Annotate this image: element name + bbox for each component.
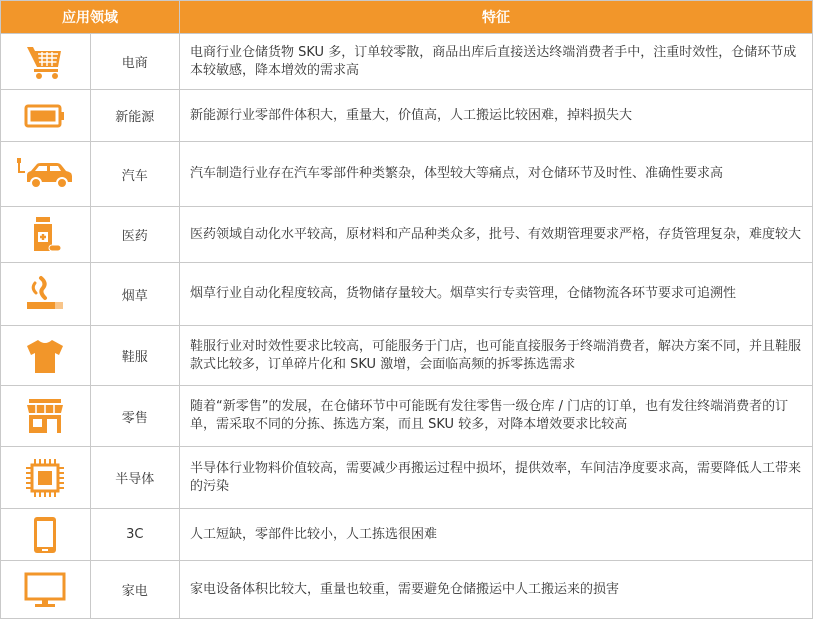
- table-row: [1, 326, 813, 386]
- shopping-cart-icon: [25, 43, 65, 81]
- industry-feature: 电商行业仓储货物 SKU 多，订单较零散，商品出库后直接送达终端消费者手中，注重时效性，仓储环节成本较敏感，降本增效的需求高: [180, 34, 813, 90]
- industry-feature: 人工短缺，零部件比较小，人工拣选很困难: [180, 509, 813, 561]
- industry-feature: 烟草行业自动化程度较高，货物储存量较大。烟草实行专卖管理，仓储物流各环节要求可追溯性: [180, 263, 813, 326]
- icon-cell: [1, 90, 91, 142]
- icon-cell: [1, 561, 91, 619]
- battery-icon: [24, 103, 66, 129]
- table-row: [1, 34, 813, 90]
- icon-cell: [1, 142, 91, 207]
- icon-cell: [1, 207, 91, 263]
- industry-name: 烟草: [90, 263, 180, 326]
- industry-feature: 汽车制造行业存在汽车零部件种类繁杂，体型较大等痛点，对仓储环节及时性、准确性要求高: [180, 142, 813, 207]
- table-row: [1, 447, 813, 509]
- icon-cell: [1, 263, 91, 326]
- tshirt-icon: [25, 337, 65, 375]
- chip-icon: [25, 458, 65, 498]
- header-features: 特征: [180, 1, 813, 34]
- car-icon: [15, 156, 75, 192]
- industry-feature: 半导体行业物料价值较高，需要减少再搬运过程中损坏，提供效率，车间洁净度要求高，需要降低人工带来的污染: [180, 447, 813, 509]
- storefront-icon: [25, 397, 65, 435]
- industry-feature: 医药领域自动化水平较高，原材料和产品种类众多，批号、有效期管理要求严格，存货管理复杂，难度较大: [180, 207, 813, 263]
- icon-cell: [1, 386, 91, 447]
- icon-cell: [1, 326, 91, 386]
- table-row: [1, 207, 813, 263]
- table-header-row: [1, 1, 813, 34]
- industry-name: 医药: [90, 207, 180, 263]
- monitor-icon: [24, 572, 66, 608]
- table-row: [1, 263, 813, 326]
- table-row: [1, 90, 813, 142]
- cigarette-icon: [23, 274, 67, 314]
- industry-name: 鞋服: [90, 326, 180, 386]
- table-row: [1, 509, 813, 561]
- table-row: [1, 142, 813, 207]
- industry-name: 零售: [90, 386, 180, 447]
- industry-feature: 随着“新零售”的发展，在仓储环节中可能既有发往零售一级仓库 / 门店的订单，也有发往终端消费者的订单，需采取不同的分拣、拣选方案，而且 SKU 较多，对降本增效要求比较高: [180, 386, 813, 447]
- industry-name: 半导体: [90, 447, 180, 509]
- industry-name: 家电: [90, 561, 180, 619]
- industry-feature: 家电设备体积比较大，重量也较重，需要避免仓储搬运中人工搬运来的损害: [180, 561, 813, 619]
- industry-name: 电商: [90, 34, 180, 90]
- smartphone-icon: [32, 515, 58, 555]
- industry-name: 新能源: [90, 90, 180, 142]
- icon-cell: [1, 447, 91, 509]
- industry-feature: 新能源行业零部件体积大，重量大，价值高，人工搬运比较困难，掉料损失大: [180, 90, 813, 142]
- table-row: [1, 561, 813, 619]
- header-application-field: 应用领域: [1, 1, 180, 34]
- table-row: [1, 386, 813, 447]
- industry-feature: 鞋服行业对时效性要求比较高，可能服务于门店，也可能直接服务于终端消费者，解决方案不同，并且鞋服款式比较多，订单碎片化和 SKU 激增，会面临高频的拆零拣选需求: [180, 326, 813, 386]
- industry-name: 3C: [90, 509, 180, 561]
- icon-cell: [1, 509, 91, 561]
- icon-cell: [1, 34, 91, 90]
- medicine-bottle-icon: [27, 215, 63, 255]
- industry-name: 汽车: [90, 142, 180, 207]
